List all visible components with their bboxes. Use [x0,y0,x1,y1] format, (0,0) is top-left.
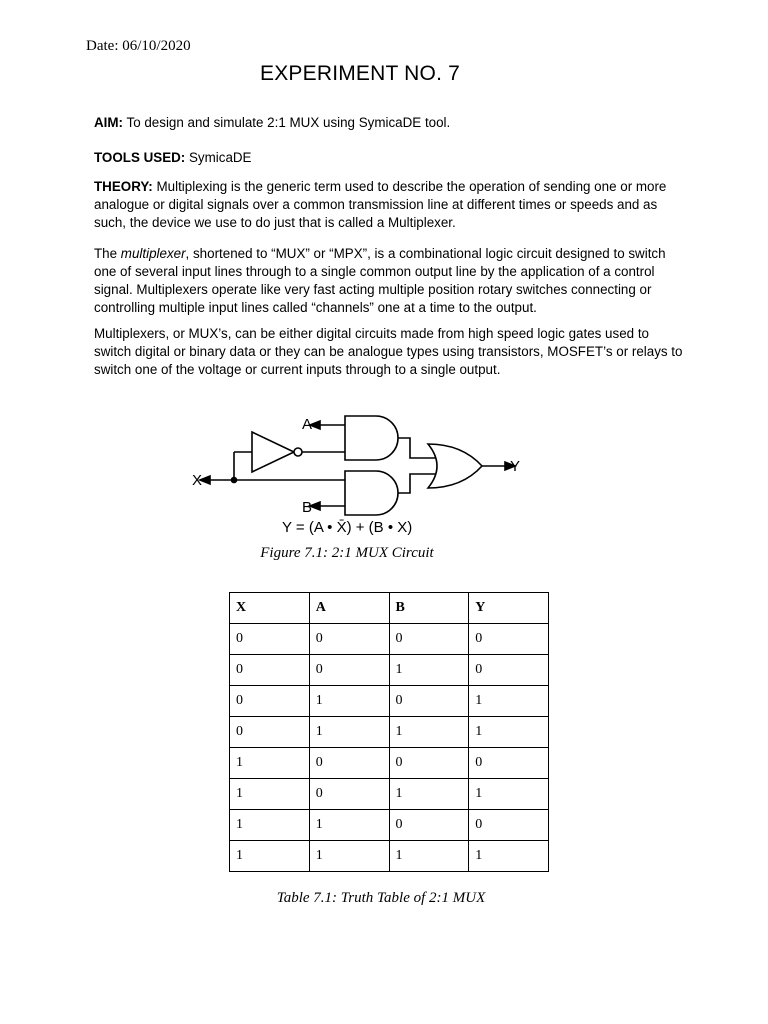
figure-caption: Figure 7.1: 2:1 MUX Circuit [260,545,434,561]
table-header-cell: B [389,593,469,624]
mux-circuit-diagram [190,408,540,543]
table-cell: 0 [469,624,549,655]
table-cell: 0 [469,810,549,841]
table-cell: 0 [309,779,389,810]
or-gate [428,444,482,488]
not-gate [252,432,294,472]
page-title: EXPERIMENT NO. 7 [260,62,461,85]
table-cell: 1 [389,841,469,872]
table-row [230,748,549,779]
label-x: X [192,472,203,489]
table-cell: 1 [309,810,389,841]
table-cell: 1 [230,748,310,779]
table-cell: 1 [389,779,469,810]
paragraph-rest: , shortened to “MUX” or “MPX”, is a combinational logic circuit designed to switch one of several input lines through to a single common output line by the application of a control signal. Multiplexers operate like very fast acting multiple position rotary switches connecting or controlling multiple input lines called “channels” one at a time to the output. [94,246,666,315]
table-cell: 1 [230,779,310,810]
table-cell: 1 [469,779,549,810]
table-cell: 0 [389,748,469,779]
table-cell: 0 [309,655,389,686]
and-gate-bottom [345,471,398,515]
table-cell: 1 [230,810,310,841]
table-cell: 1 [309,717,389,748]
table-cell: 0 [309,748,389,779]
paragraph-mux-definition [94,245,686,317]
table-cell: 1 [469,686,549,717]
tools-label: TOOLS USED: [94,150,186,165]
table-row [230,624,549,655]
table-cell: 0 [230,655,310,686]
table-cell: 1 [389,655,469,686]
paragraph-italic-term: multiplexer [120,246,186,261]
table-cell: 0 [389,810,469,841]
table-row [230,686,549,717]
table-cell: 0 [469,655,549,686]
label-a: A [302,416,313,433]
and-bottom-output-wire [398,474,436,493]
table-cell: 0 [469,748,549,779]
table-cell: 0 [309,624,389,655]
theory-label: THEORY: [94,179,153,194]
table-cell: 1 [389,717,469,748]
document-date: Date: 06/10/2020 [86,38,191,54]
table-cell: 0 [389,624,469,655]
paragraph-mux-types: Multiplexers, or MUX’s, can be either digital circuits made from high speed logic gates used to switch digital or binary data or they can be analogue types using transistors, MOSFET’s or relays to switch one of the voltage or current inputs through to a single output. [94,326,683,377]
truth-table-body [230,624,549,872]
aim-text: To design and simulate 2:1 MUX using SymicaDE tool. [123,115,451,130]
table-cell: 1 [309,841,389,872]
table-row [230,810,549,841]
not-bubble [294,448,302,456]
table-caption: Table 7.1: Truth Table of 2:1 MUX [276,890,486,906]
tools-text: SymicaDE [185,150,252,165]
table-cell: 0 [230,717,310,748]
table-row [230,841,549,872]
table-cell: 0 [230,686,310,717]
table-cell: 1 [309,686,389,717]
tools-section [94,149,686,167]
table-cell: 0 [230,624,310,655]
table-row [230,779,549,810]
aim-label: AIM: [94,115,124,130]
paragraph-lead: The [94,246,121,261]
and-gate-top [345,416,398,460]
table-header-row [230,593,549,624]
label-b: B [302,499,313,516]
table-cell: 0 [389,686,469,717]
table-row [230,717,549,748]
circuit-equation: Y = (A • X̄) + (B • X) [282,519,413,536]
table-row [230,655,549,686]
table-header-cell: Y [469,593,549,624]
table-header-cell: X [230,593,310,624]
table-cell: 1 [469,717,549,748]
table-cell: 1 [230,841,310,872]
table-header-cell: A [309,593,389,624]
theory-section [94,178,686,232]
truth-table [229,592,549,872]
theory-text: Multiplexing is the generic term used to describe the operation of sending one or more analogue or digital signals over a common transmission line at different times or speeds and as such, the device we use to do just that is called a Multiplexer. [94,179,667,230]
table-cell: 1 [469,841,549,872]
label-y: Y [510,458,521,475]
aim-section [94,114,686,132]
